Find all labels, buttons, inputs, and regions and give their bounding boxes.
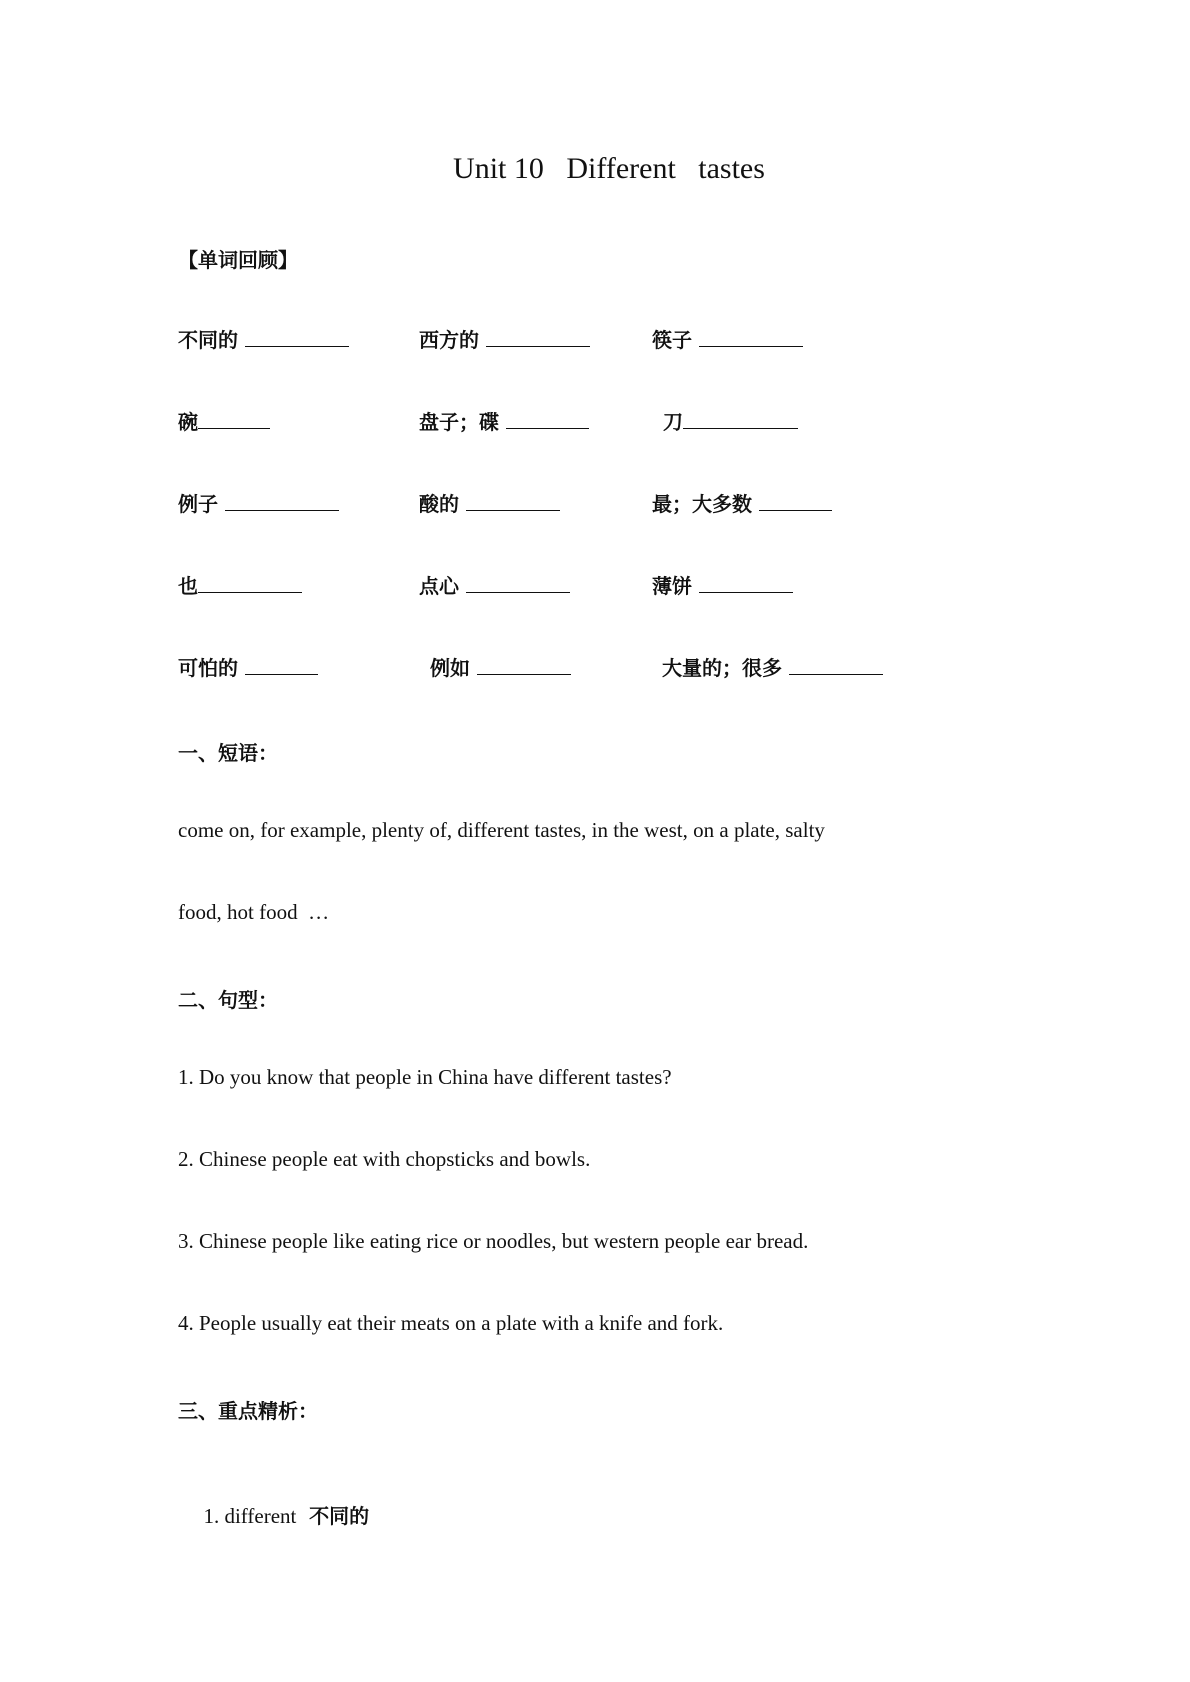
answer-blank[interactable] xyxy=(683,408,798,429)
vocab-item xyxy=(419,570,570,599)
vocab-item xyxy=(662,652,883,681)
sentence-line: 3. Chinese people like eating rice or noodles, but western people ear bread. xyxy=(178,1229,809,1253)
answer-blank[interactable] xyxy=(477,654,571,675)
vocab-item xyxy=(419,324,590,353)
vocab-label: 大量的；很多 xyxy=(662,656,782,680)
vocab-item xyxy=(652,324,803,353)
analysis-heading: 三、重点精析： xyxy=(178,1399,318,1423)
sentences-heading: 二、句型： xyxy=(178,988,278,1012)
vocab-label: 可怕的 xyxy=(178,656,238,680)
vocab-label: 酸的 xyxy=(419,492,459,516)
phrases-heading: 一、短语： xyxy=(178,741,278,765)
vocab-item xyxy=(178,488,339,517)
vocab-item xyxy=(419,406,589,435)
vocab-label: 也 xyxy=(178,574,198,598)
answer-blank[interactable] xyxy=(486,326,590,347)
analysis-item xyxy=(178,1476,369,1553)
vocab-label: 西方的 xyxy=(419,328,479,352)
vocab-label: 点心 xyxy=(419,574,459,598)
answer-blank[interactable] xyxy=(245,326,349,347)
answer-blank[interactable] xyxy=(225,490,339,511)
answer-blank[interactable] xyxy=(699,326,803,347)
vocab-label: 筷子 xyxy=(652,328,692,352)
vocab-item xyxy=(652,488,832,517)
analysis-item-meaning: 不同的 xyxy=(309,1504,370,1528)
answer-blank[interactable] xyxy=(506,408,589,429)
sentence-line: 2. Chinese people eat with chopsticks and bowls. xyxy=(178,1147,591,1171)
vocab-item xyxy=(178,570,302,599)
vocab-label: 最；大多数 xyxy=(652,492,752,516)
vocab-label: 薄饼 xyxy=(652,574,692,598)
phrases-line: come on, for example, plenty of, different tastes, in the west, on a plate, salty xyxy=(178,818,825,842)
answer-blank[interactable] xyxy=(759,490,832,511)
vocab-item xyxy=(178,652,318,681)
answer-blank[interactable] xyxy=(198,572,302,593)
vocab-row xyxy=(178,406,938,434)
vocab-item xyxy=(430,652,571,681)
vocab-item xyxy=(652,570,793,599)
answer-blank[interactable] xyxy=(198,408,270,429)
sentence-line: 1. Do you know that people in China have different tastes? xyxy=(178,1065,672,1089)
vocab-item xyxy=(419,488,560,517)
vocab-row xyxy=(178,488,938,516)
answer-blank[interactable] xyxy=(789,654,883,675)
answer-blank[interactable] xyxy=(699,572,793,593)
answer-blank[interactable] xyxy=(466,490,560,511)
vocab-label: 不同的 xyxy=(178,328,238,352)
vocab-label: 盘子；碟 xyxy=(419,410,499,434)
vocab-row xyxy=(178,652,938,680)
answer-blank[interactable] xyxy=(245,654,318,675)
analysis-item-word: 1. different xyxy=(203,1504,297,1528)
sentence-line: 4. People usually eat their meats on a plate with a knife and fork. xyxy=(178,1311,724,1335)
vocab-review-heading: 【单词回顾】 xyxy=(178,248,298,272)
unit-title: Unit 10 Different tastes xyxy=(453,152,765,185)
phrases-line: food, hot food … xyxy=(178,900,330,924)
vocab-label: 刀 xyxy=(663,410,683,434)
vocab-row xyxy=(178,570,938,598)
vocab-label: 碗 xyxy=(178,410,198,434)
vocab-item xyxy=(663,406,798,435)
vocab-item xyxy=(178,406,270,435)
answer-blank[interactable] xyxy=(466,572,570,593)
vocab-item xyxy=(178,324,349,353)
vocab-label: 例如 xyxy=(430,656,470,680)
vocab-label: 例子 xyxy=(178,492,218,516)
vocab-row xyxy=(178,324,938,352)
